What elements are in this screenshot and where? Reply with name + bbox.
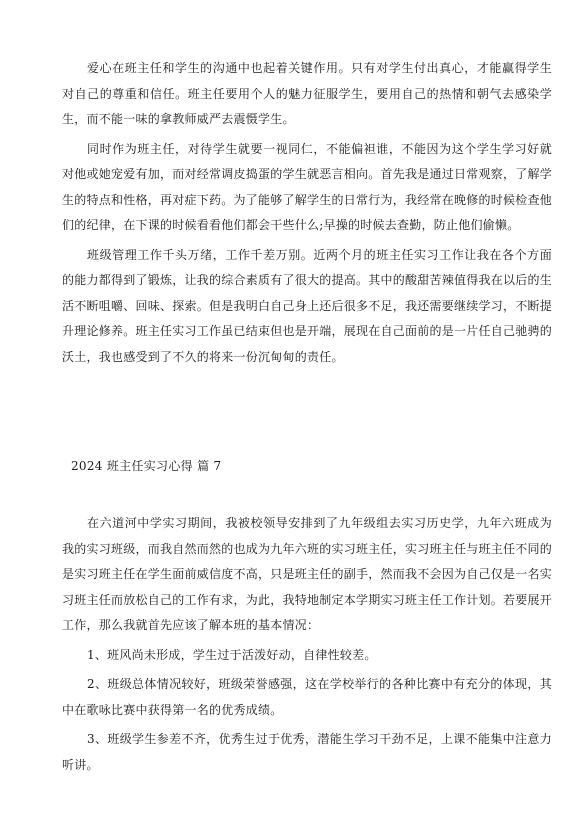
paragraph: 班级管理工作千头万绪，工作千差万别。近两个月的班主任实习工作让我在各个方面的能力都得到了锻炼，让我的综合素质有了很大的提高。其中的酸甜苦辣值得我在以后的生活不断咀嚼、回味、探索。但是我明白自己身上还后很多不足，我还需要继续学习，不断提升理论修养。班主任实习工作虽已结束但也是开端，展现在自己面前的是一片任自己驰骋的沃土，我也感受到了不久的将来一份沉甸甸的责任。 [62, 247, 553, 364]
paragraph: 爱心在班主任和学生的沟通中也起着关键作用。只有对学生付出真心，才能赢得学生对自己的尊重和信任。班主任要用个人的魅力征服学生，要用自己的热情和朝气去感染学生，而不能一味的拿教师威严去震慑学生。 [62, 61, 552, 126]
list-item: 2、班级总体情况较好，班级荣誉感强，这在学校举行的各种比赛中有充分的体现，其中在歌咏比赛中获得第一名的优秀成绩。 [62, 677, 552, 717]
section-2-body [62, 511, 552, 778]
paragraph: 在六道河中学实习期间，我被校领导安排到了九年级组去实习历史学，九年六班成为我的实习班级，而我自然而然的也成为九年六班的实习班主任，实习班主任与班主任不同的是实习班主任在学生面前威信度不高，只是班主任的副手，然而我不会因为自己仅是一名实习班主任而放松自己的工作有求，为此，我特地制定本学期实习班主任工作计划。若要展开工作，那么我就首先应该了解本班的基本情况： [62, 516, 553, 632]
section-heading: 2024 班主任实习心得 篇 7 [71, 459, 222, 473]
paragraph: 同时作为班主任，对待学生就要一视同仁，不能偏袒谁，不能因为这个学生学习好就对他或她宠爱有加，而对经常调皮捣蛋的学生就恶言相向。首先我是通过日常观察，了解学生的特点和性格，再对症下药。为了能够了解学生的日常行为，我经常在晚修的时候检查他们的纪律，在下课的时候看看他们都会干些什么;早操的时候去查勤，防止他们偷懒。 [62, 141, 553, 232]
list-item: 1、班风尚未形成，学生过于活泼好动，自律性较差。 [87, 647, 377, 662]
list-item: 3、班级学生参差不齐，优秀生过于优秀，潜能生学习干劲不足，上课不能集中注意力听讲。 [62, 732, 552, 772]
section-1-body [62, 56, 552, 370]
